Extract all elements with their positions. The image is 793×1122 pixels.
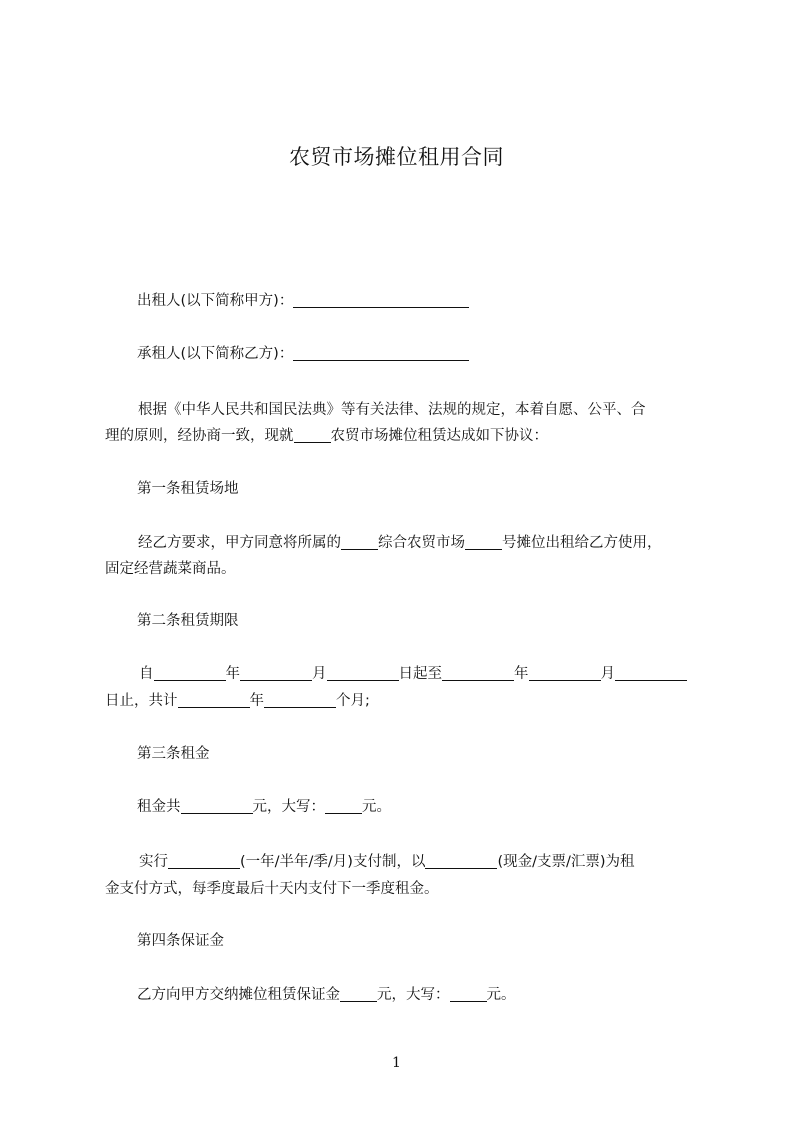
total-years-blank[interactable]: [178, 692, 250, 708]
contract-title: 农贸市场摊位租用合同: [289, 145, 504, 169]
article-3-heading: 第三条租金: [137, 746, 210, 762]
lessee-line: [137, 344, 705, 364]
article-1-heading: 第一条租赁场地: [137, 481, 239, 497]
term-end-text: 日止，共计: [105, 693, 178, 709]
market-owner-blank[interactable]: [341, 534, 378, 550]
payment-cycle-prefix: 实行: [139, 854, 168, 870]
article-4-line-1: [137, 985, 705, 1005]
start-day-blank[interactable]: [327, 665, 399, 681]
lessee-blank[interactable]: [293, 345, 469, 361]
end-year-blank[interactable]: [442, 665, 514, 681]
end-month-blank[interactable]: [529, 665, 601, 681]
lessor-blank[interactable]: [293, 292, 469, 308]
article-3-line-1: [137, 797, 705, 817]
term-months-text: 个月;: [336, 693, 370, 709]
article-1-text-1: 经乙方要求，甲方同意将所属的: [138, 535, 341, 551]
rent-words-label: 元，大写：: [252, 799, 325, 815]
article-1-line-1: [138, 533, 705, 553]
rent-unit-text: 元。: [362, 799, 391, 815]
payment-method-options: (现金/支票/汇票)为租: [497, 854, 635, 870]
payment-method-blank[interactable]: [425, 853, 497, 869]
deposit-text: 乙方向甲方交纳摊位租赁保证金: [137, 987, 340, 1003]
preamble-text-3: 农贸市场摊位租赁达成如下协议：: [330, 428, 548, 444]
article-2-line-1: [139, 664, 705, 684]
preamble-text-2: 理的原则，经协商一致，现就: [105, 428, 294, 444]
term-total-year-text: 年: [249, 693, 264, 709]
article-1-text-3: 号摊位出租给乙方使用，: [502, 535, 662, 551]
article-2-heading: 第二条租赁期限: [137, 613, 239, 629]
market-name-blank[interactable]: [294, 427, 331, 443]
lessee-label: 承租人(以下简称乙方)：: [137, 346, 294, 362]
rent-total-text: 租金共: [137, 799, 181, 815]
term-end-month-text: 月: [600, 666, 615, 682]
article-3-line-2: [139, 852, 705, 872]
total-months-blank[interactable]: [264, 692, 336, 708]
term-from-text: 自: [139, 666, 154, 682]
payment-cycle-options: (一年/半年/季/月)支付制，以: [240, 854, 426, 870]
start-year-blank[interactable]: [154, 665, 226, 681]
article-2-line-2: [105, 691, 705, 711]
stall-number-blank[interactable]: [465, 534, 502, 550]
article-1-line-2: 固定经营蔬菜商品。: [105, 561, 236, 577]
deposit-unit-text: 元。: [486, 987, 516, 1003]
start-month-blank[interactable]: [240, 665, 312, 681]
preamble-text-1: 根据《中华人民共和国民法典》等有关法律、法规的规定，本着自愿、公平、合: [138, 402, 646, 418]
preamble-line-1: [138, 400, 705, 420]
term-day-to-text: 日起至: [398, 666, 442, 682]
article-3-line-3: 金支付方式，每季度最后十天内支付下一季度租金。: [105, 881, 439, 897]
deposit-words-blank[interactable]: [450, 986, 487, 1002]
term-end-year-text: 年: [514, 666, 529, 682]
end-day-blank[interactable]: [615, 665, 687, 681]
rent-words-blank[interactable]: [325, 798, 362, 814]
term-year-text: 年: [225, 666, 240, 682]
lessor-label: 出租人(以下简称甲方)：: [137, 293, 294, 309]
preamble-line-2: [105, 426, 705, 446]
payment-cycle-blank[interactable]: [168, 853, 240, 869]
lessor-line: [137, 291, 705, 311]
deposit-words-label: 元，大写：: [377, 987, 450, 1003]
article-4-heading: 第四条保证金: [137, 933, 224, 949]
term-month-text: 月: [312, 666, 327, 682]
article-1-text-2: 综合农贸市场: [378, 535, 465, 551]
deposit-amount-blank[interactable]: [340, 986, 377, 1002]
rent-amount-blank[interactable]: [181, 798, 253, 814]
page-number: 1: [392, 1055, 401, 1071]
